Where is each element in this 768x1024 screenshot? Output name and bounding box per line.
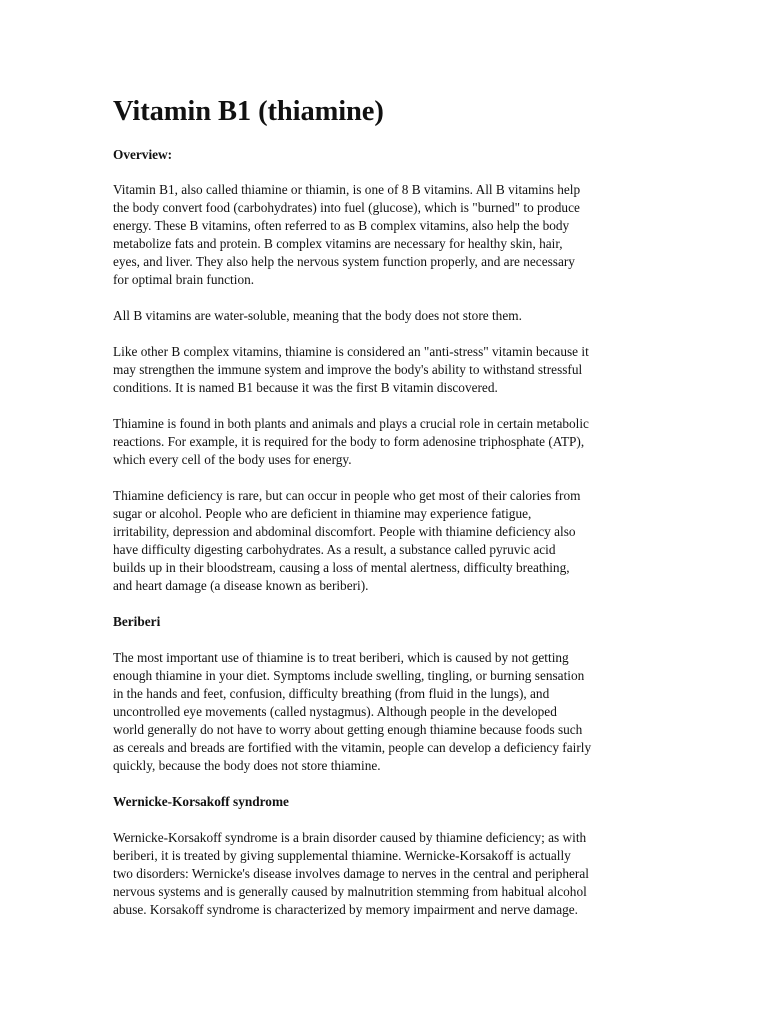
paragraph <box>113 343 661 397</box>
text-line: for optimal brain function. <box>113 272 255 287</box>
text-line: Thiamine deficiency is rare, but can occur in people who get most of their calories from <box>113 488 581 503</box>
text-line: Thiamine is found in both plants and animals and plays a crucial role in certain metabolic <box>113 416 589 431</box>
text-line: builds up in their bloodstream, causing a loss of mental alertness, difficulty breathing, <box>113 560 570 575</box>
text-line: eyes, and liver. They also help the nervous system function properly, and are necessary <box>113 254 575 269</box>
page-title: Vitamin B1 (thiamine) <box>113 96 384 127</box>
section-heading-wernicke-korsakoff: Wernicke-Korsakoff syndrome <box>113 794 289 809</box>
text-line: may strengthen the immune system and improve the body's ability to withstand stressful <box>113 362 583 377</box>
paragraph <box>113 307 661 325</box>
section-heading-overview: Overview: <box>113 147 173 162</box>
text-line: irritability, depression and abdominal discomfort. People with thiamine deficiency also <box>113 524 576 539</box>
text-line: All B vitamins are water-soluble, meaning that the body does not store them. <box>113 308 522 323</box>
text-line: Like other B complex vitamins, thiamine is considered an "anti-stress" vitamin because it <box>113 344 589 359</box>
text-line: quickly, because the body does not store thiamine. <box>113 758 381 773</box>
paragraph <box>113 487 661 595</box>
text-line: abuse. Korsakoff syndrome is characterized by memory impairment and nerve damage. <box>113 902 578 917</box>
text-line: the body convert food (carbohydrates) into fuel (glucose), which is "burned" to produce <box>113 200 580 215</box>
text-line: metabolize fats and protein. B complex vitamins are necessary for healthy skin, hair, <box>113 236 563 251</box>
document-page <box>113 94 661 937</box>
paragraph <box>113 415 661 469</box>
text-line: Wernicke-Korsakoff syndrome is a brain disorder caused by thiamine deficiency; as with <box>113 830 587 845</box>
paragraph <box>113 181 661 289</box>
text-line: The most important use of thiamine is to treat beriberi, which is caused by not getting <box>113 650 569 665</box>
text-line: conditions. It is named B1 because it was the first B vitamin discovered. <box>113 380 498 395</box>
text-line: reactions. For example, it is required for the body to form adenosine triphosphate (ATP), <box>113 434 585 449</box>
text-line: energy. These B vitamins, often referred to as B complex vitamins, also help the body <box>113 218 570 233</box>
section-heading-beriberi: Beriberi <box>113 614 161 629</box>
text-line: and heart damage (a disease known as beriberi). <box>113 578 369 593</box>
text-line: world generally do not have to worry about getting enough thiamine because foods such <box>113 722 583 737</box>
text-line: as cereals and breads are fortified with the vitamin, people can develop a deficiency fairly <box>113 740 592 755</box>
text-line: have difficulty digesting carbohydrates. As a result, a substance called pyruvic acid <box>113 542 556 557</box>
text-line: two disorders: Wernicke's disease involves damage to nerves in the central and peripheral <box>113 866 589 881</box>
text-line: uncontrolled eye movements (called nystagmus). Although people in the developed <box>113 704 557 719</box>
text-line: Vitamin B1, also called thiamine or thiamin, is one of 8 B vitamins. All B vitamins help <box>113 182 581 197</box>
text-line: in the hands and feet, confusion, difficulty breathing (from fluid in the lungs), and <box>113 686 550 701</box>
paragraph <box>113 829 661 919</box>
text-line: enough thiamine in your diet. Symptoms include swelling, tingling, or burning sensation <box>113 668 585 683</box>
text-line: which every cell of the body uses for energy. <box>113 452 352 467</box>
paragraph <box>113 649 661 775</box>
text-line: sugar or alcohol. People who are deficient in thiamine may experience fatigue, <box>113 506 532 521</box>
text-line: nervous systems and is generally caused by malnutrition stemming from habitual alcohol <box>113 884 587 899</box>
text-line: beriberi, it is treated by giving supplemental thiamine. Wernicke-Korsakoff is actually <box>113 848 571 863</box>
